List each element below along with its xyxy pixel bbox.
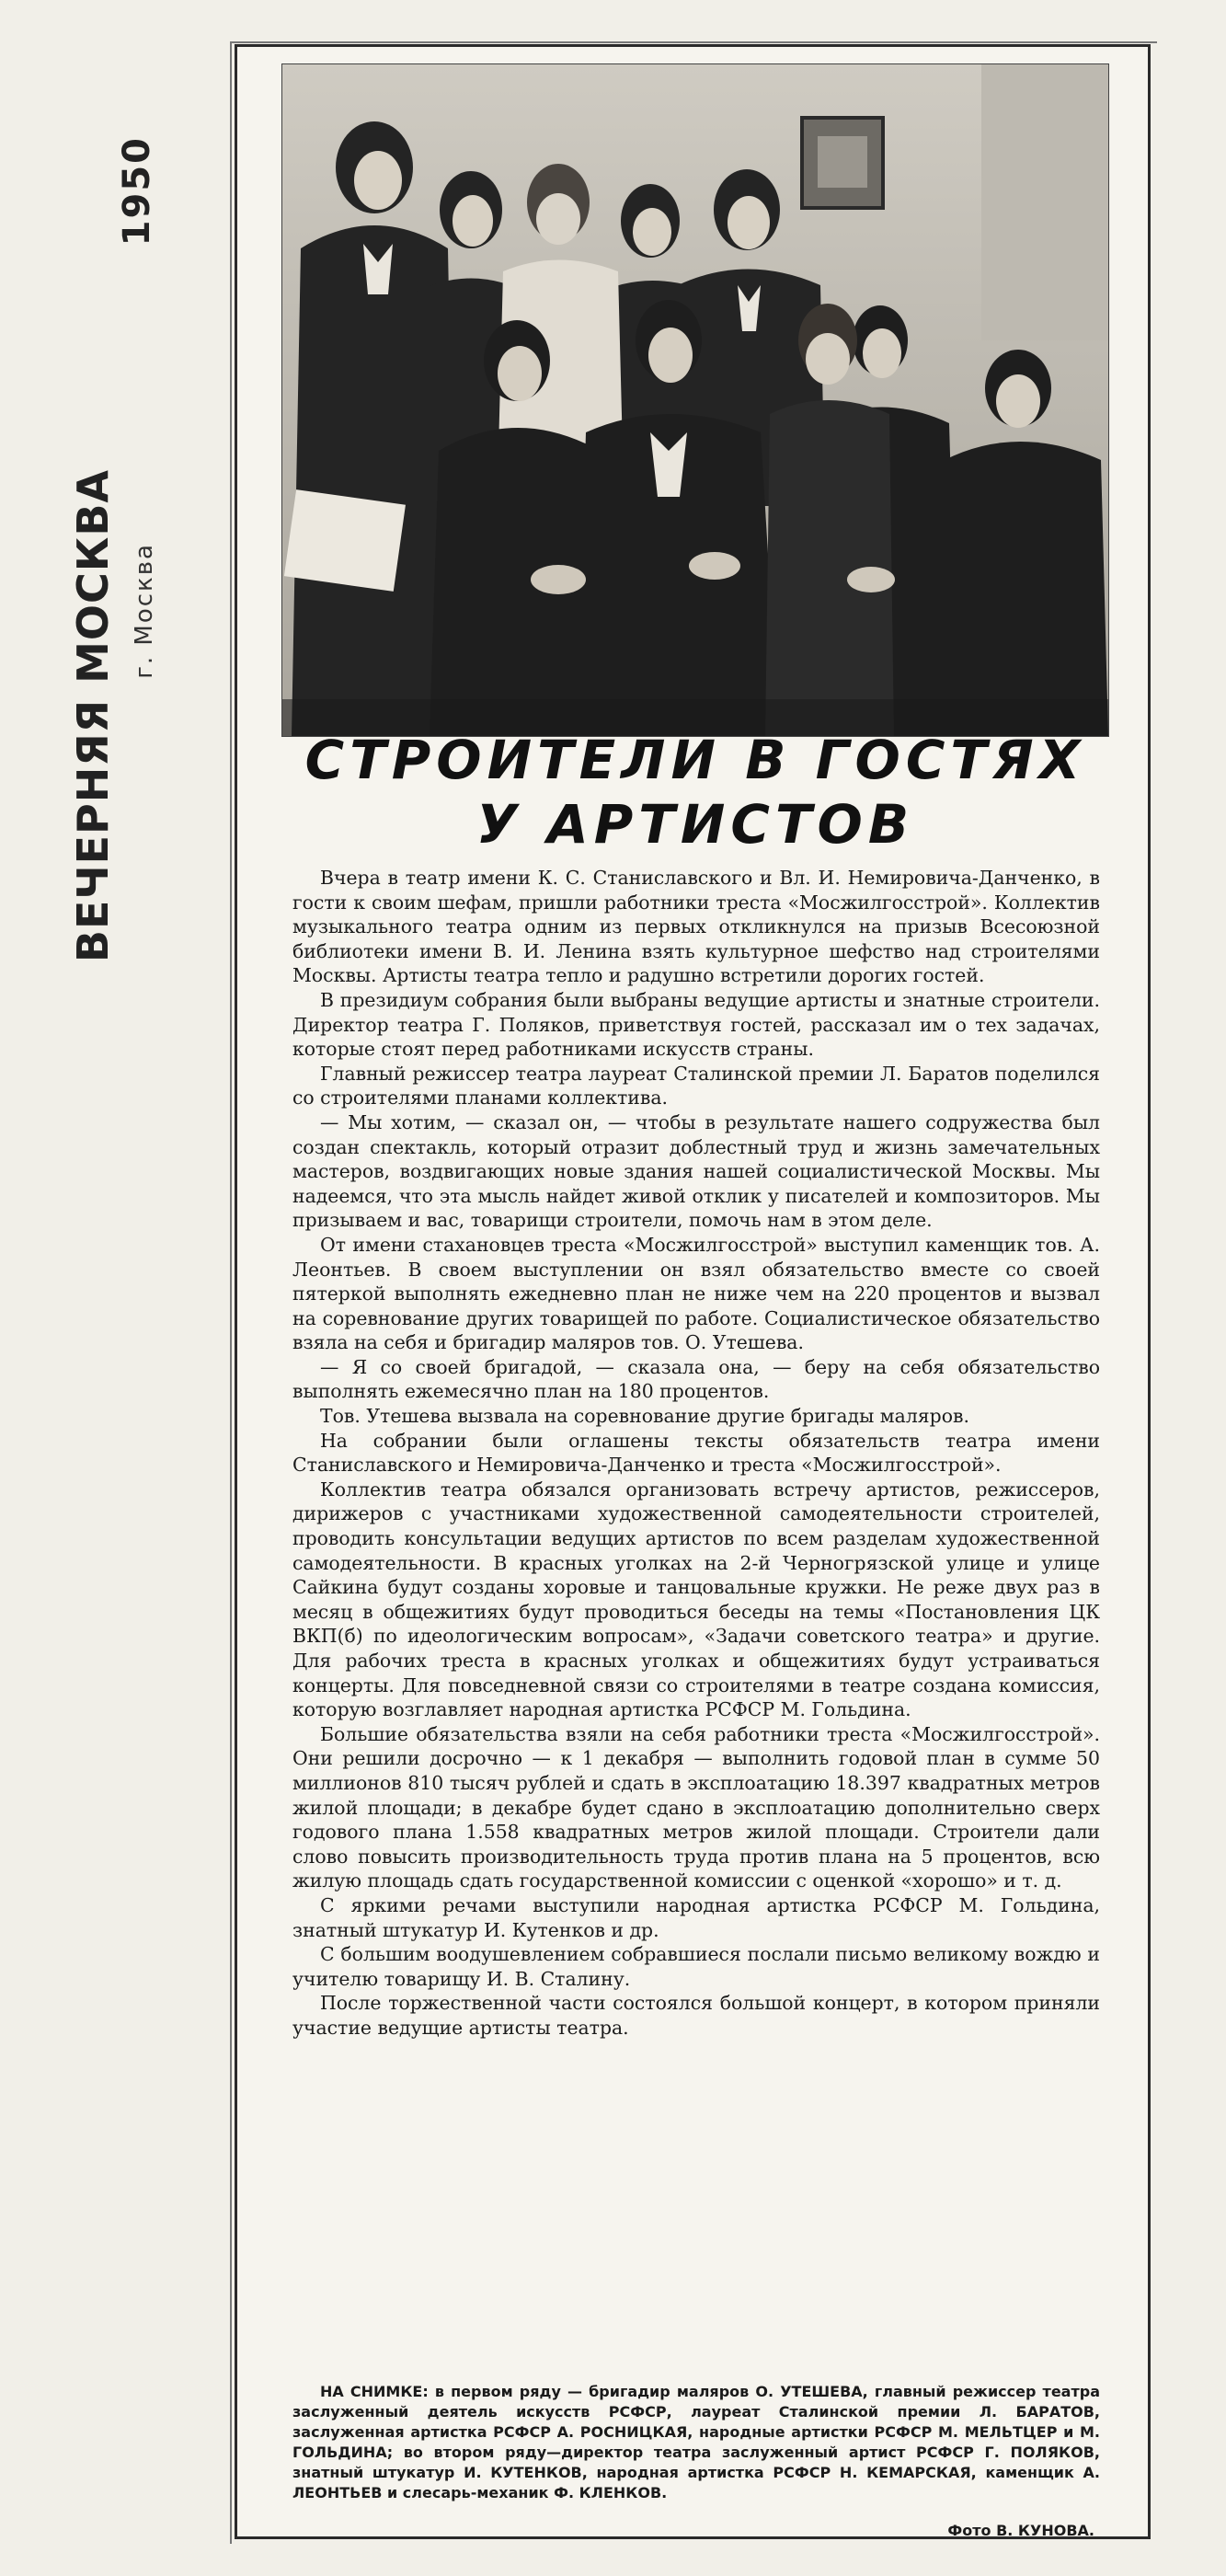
article-paragraph: — Я со своей бригадой, — сказала она, — беру на себя обязательство выполнять ежемесячно план на 180 процентов. — [292, 1355, 1100, 1403]
article-paragraph: С большим воодушевлением собравшиеся послали письмо великому вождю и учителю товарищу И. В. Сталину. — [292, 1943, 1100, 1990]
article-paragraph: От имени стахановцев треста «Мосжилгосстрой» выступил каменщик тов. А. Леонтьев. В своем выступлении он взял обязательство вместе со своей пятеркой выполнять ежедневно план не ниже чем на 220 процентов и вызвал на соревнование других товарищей по работе. Социалистическое обязательство взяла на себя и бригадир маляров тов. О. Утешева. — [292, 1233, 1100, 1354]
photo-caption: НА СНИМКЕ: в первом ряду — бригадир маляров О. УТЕШЕВА, главный режиссер театра заслуженный деятель искусств РСФСР, лауреат Сталинской премии Л. БАРАТОВ, заслуженная артистка РСФСР А. РОСНИЦКАЯ, народные артистки РСФСР М. МЕЛЬТЦЕР и М. ГОЛЬДИНА; во втором ряду—директор театра заслуженный артист РСФСР Г. ПОЛЯКОВ, знатный штукатур И. КУТЕНКОВ, народная артистка РСФСР Н. КЕМАРСКАЯ, каменщик А. ЛЕОНТЬЕВ и слесарь-механик Ф. КЛЕНКОВ. — [292, 2383, 1100, 2501]
article-paragraph: — Мы хотим, — сказал он, — чтобы в результате нашего содружества был создан спектакль, который отразит доблестный труд и жизнь замечательных мастеров, воздвигающих новые здания нашей социалистической Москвы. Мы надеемся, что эта мысль найдет живой отклик у писателей и композиторов. Мы призываем и вас, товарищи строители, помочь нам в этом деле. — [292, 1110, 1100, 1232]
article-paragraph: После торжественной части состоялся большой концерт, в котором приняли участие ведущие артисты театра. — [292, 1992, 1100, 2039]
article-paragraph: Коллектив театра обязался организовать встречу артистов, режиссеров, дирижеров с участниками художественной самодеятельности строителей, проводить консультации ведущих артистов по всем разделам художественной самодеятельности. В красных уголках на 2-й Черногрязской улице и улице Сайкина будут созданы хоровые и танцовальные кружки. Не реже двух раз в месяц в общежитиях будут проводиться беседы на темы «Постановления ЦК ВКП(б) по идеологическим вопросам», «Задачи советского театра» и другие. Для рабочих треста в красных уголках и общежитиях будут устраиваться концерты. Для повседневной связи со строителями в театре создана комиссия, которую возглавляет народная артистка РСФСР М. Гольдина. — [292, 1478, 1100, 1721]
article-paragraph: Вчера в театр имени К. С. Станиславского и Вл. И. Немировича-Данченко, в гости к своим шефам, пришли работники треста «Мосжилгосстрой». Коллектив музыкального театра одним из первых откликнулся на призыв Всесоюзной библиотеки имени В. И. Ленина взять культурное шефство над строителями Москвы. Артисты театра тепло и радушно встретили дорогих гостей. — [292, 867, 1100, 987]
article-body — [292, 866, 1100, 2041]
headline — [274, 728, 1117, 857]
article-paragraph: Тов. Утешева вызвала на соревнование другие бригады маляров. — [320, 1405, 969, 1428]
stamp-date: 1950 — [116, 136, 158, 247]
photo-credit: Фото В. КУНОВА. — [947, 2522, 1094, 2539]
article-paragraph: С яркими речами выступили народная артистка РСФСР М. Гольдина, знатный штукатур И. Кутенков и др. — [292, 1893, 1100, 1941]
clipping-frame — [235, 44, 1151, 2539]
article-paragraph: Главный режиссер театра лауреат Сталинской премии Л. Баратов поделился со строителями планами коллектива. — [292, 1062, 1100, 1110]
article-paragraph: В президиум собрания были выбраны ведущие артисты и знатные строители. Директор театра Г. Поляков, приветствуя гостей, рассказал им о тех задачах, которые стоят перед работниками искусств страны. — [292, 988, 1100, 1061]
headline-line-2: У АРТИСТОВ — [476, 793, 915, 856]
stamp-city: г. Москва — [131, 543, 158, 679]
article-paragraph: Большие обязательства взяли на себя работники треста «Мосжилгосстрой». Они решили досрочно — к 1 декабря — выполнить годовой план в сумме 50 миллионов 810 тысяч рублей и сдать в эксплоатацию 18.397 квадратных метров жилой площади; в декабре будет сдано в эксплоатацию дополнительно сверх годового плана 1.558 квадратных метров жилой площади. Строители дали слово повысить производительность труда против плана на 5 процентов, всю жилую площадь сдать государственной комиссии с оценкой «хорошо» и т. д. — [292, 1722, 1100, 1892]
archive-stamp — [63, 110, 173, 963]
group-photo — [281, 63, 1109, 737]
group-photo-icon — [282, 64, 1108, 736]
headline-line-1: СТРОИТЕЛИ В ГОСТЯХ — [304, 729, 1086, 791]
article-paragraph: На собрании были оглашены тексты обязательств театра имени Станиславского и Немировича-Данченко и треста «Мосжилгосстрой». — [292, 1429, 1100, 1477]
stamp-newspaper-name: ВЕЧЕРНЯЯ МОСКВА — [68, 469, 118, 963]
